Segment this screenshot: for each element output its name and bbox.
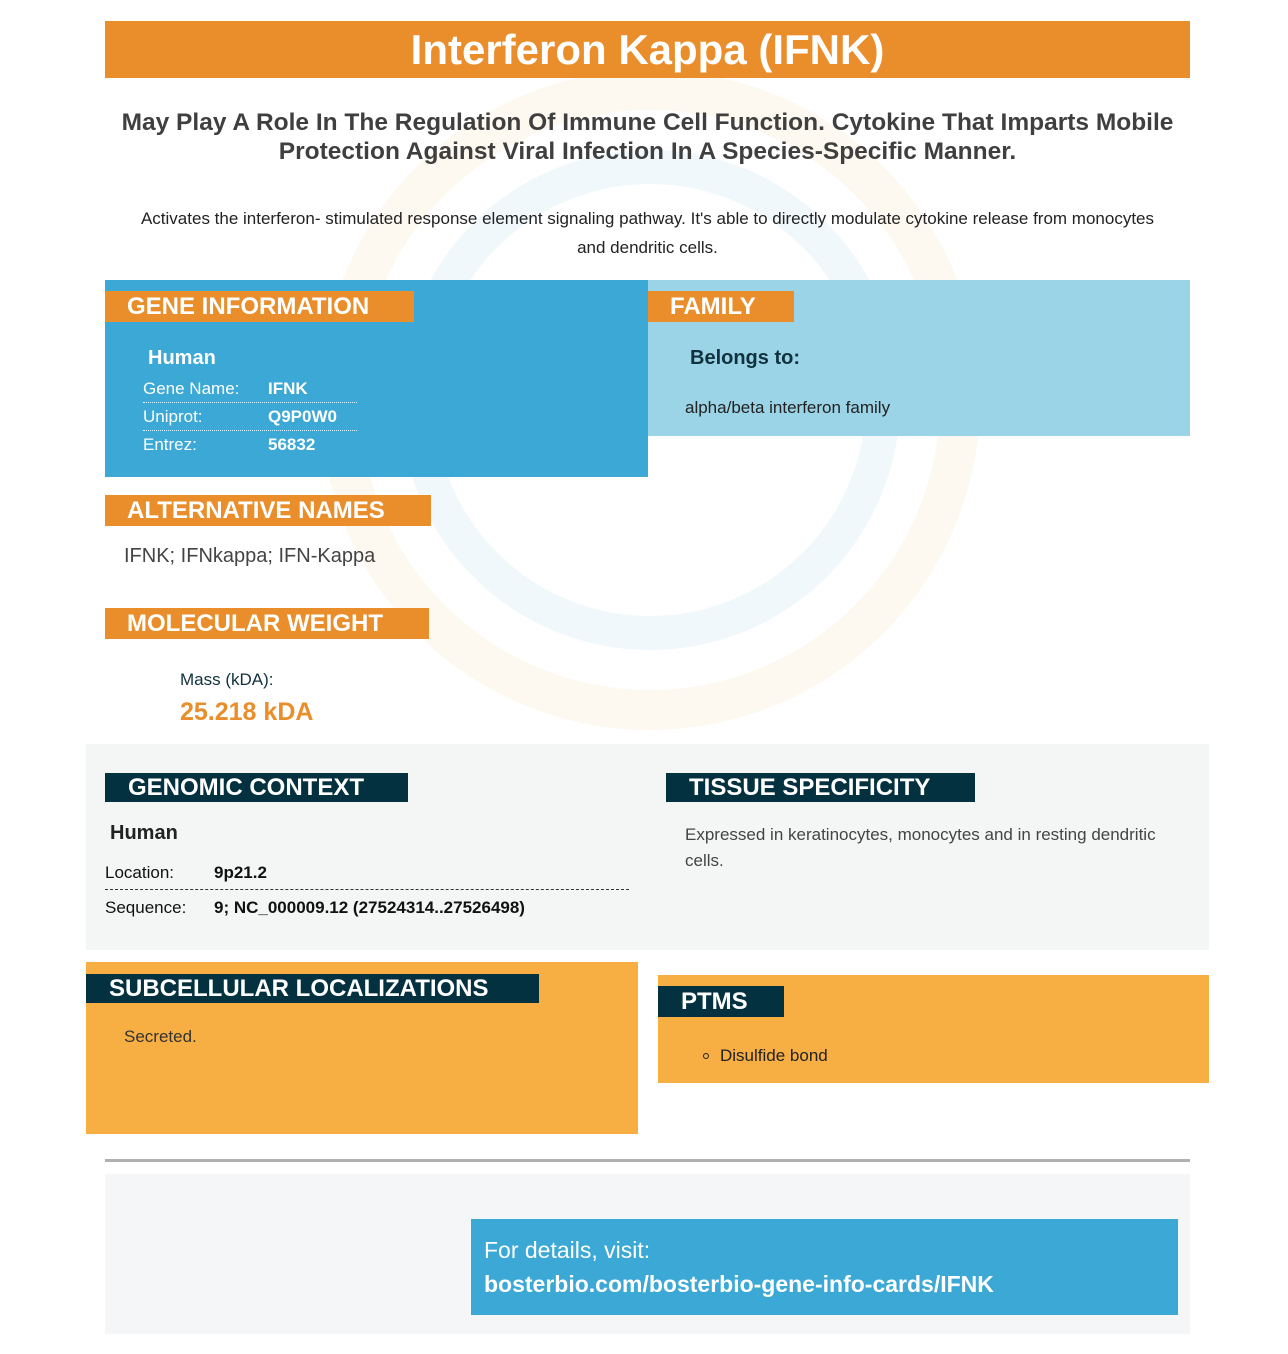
gene-information-heading: GENE INFORMATION	[105, 291, 414, 322]
family-belongs-label: Belongs to:	[690, 347, 800, 369]
subcellular-localizations-heading: SUBCELLULAR LOCALIZATIONS	[86, 974, 539, 1003]
visit-label: For details, visit:	[484, 1237, 651, 1263]
family-heading: FAMILY	[648, 291, 794, 322]
gene-row-label: Uniprot:	[143, 407, 203, 426]
subcellular-localizations-text: Secreted.	[124, 1027, 197, 1046]
genomic-row-label: Location:	[105, 863, 174, 882]
gene-row-value: IFNK	[268, 379, 308, 398]
family-value: alpha/beta interferon family	[685, 398, 891, 417]
ptms-heading: PTMS	[658, 986, 784, 1017]
genomic-row-location	[105, 855, 629, 890]
tissue-specificity-text: Expressed in keratinocytes, monocytes and in resting dendritic cells.	[685, 825, 1156, 870]
genomic-row-sequence	[105, 890, 629, 925]
gene-species: Human	[148, 347, 216, 369]
tissue-specificity-heading: TISSUE SPECIFICITY	[666, 773, 975, 802]
alternative-names-heading: ALTERNATIVE NAMES	[105, 495, 431, 526]
genomic-row-value: 9p21.2	[214, 863, 267, 882]
genomic-row-value: 9; NC_000009.12 (27524314..27526498)	[214, 898, 525, 917]
visit-link[interactable]: bosterbio.com/bosterbio-gene-info-cards/IFNK	[484, 1271, 994, 1297]
gene-row-entrez	[143, 431, 357, 459]
gene-row-label: Entrez:	[143, 435, 197, 454]
footer-divider	[105, 1159, 1190, 1162]
bullet-icon	[703, 1053, 709, 1059]
gene-row-value: 56832	[268, 435, 316, 454]
molecular-weight-heading: MOLECULAR WEIGHT	[105, 608, 429, 639]
genomic-species: Human	[110, 822, 178, 844]
page-title: Interferon Kappa (IFNK)	[105, 21, 1190, 78]
gene-row-label: Gene Name:	[143, 379, 240, 398]
gene-row-name	[143, 375, 357, 403]
mass-label: Mass (kDA):	[180, 670, 274, 689]
page-description: Activates the interferon- stimulated response element signaling pathway. It's able to directly modulate cytokine release from monocytes and dendritic cells.	[140, 209, 1155, 257]
ptm-list-item: Disulfide bond	[720, 1046, 828, 1065]
gene-row-value: Q9P0W0	[268, 407, 337, 426]
mass-value: 25.218 kDA	[180, 698, 314, 726]
alternative-names-value: IFNK; IFNkappa; IFN-Kappa	[124, 545, 376, 567]
page-subtitle: May Play A Role In The Regulation Of Immune Cell Function. Cytokine That Imparts Mobile Protection Against Viral Infection In A Species-Specific Manner.	[121, 109, 1174, 165]
visit-panel	[471, 1219, 1178, 1315]
genomic-row-label: Sequence:	[105, 898, 187, 917]
gene-row-uniprot	[143, 403, 357, 431]
genomic-context-heading: GENOMIC CONTEXT	[105, 773, 408, 802]
